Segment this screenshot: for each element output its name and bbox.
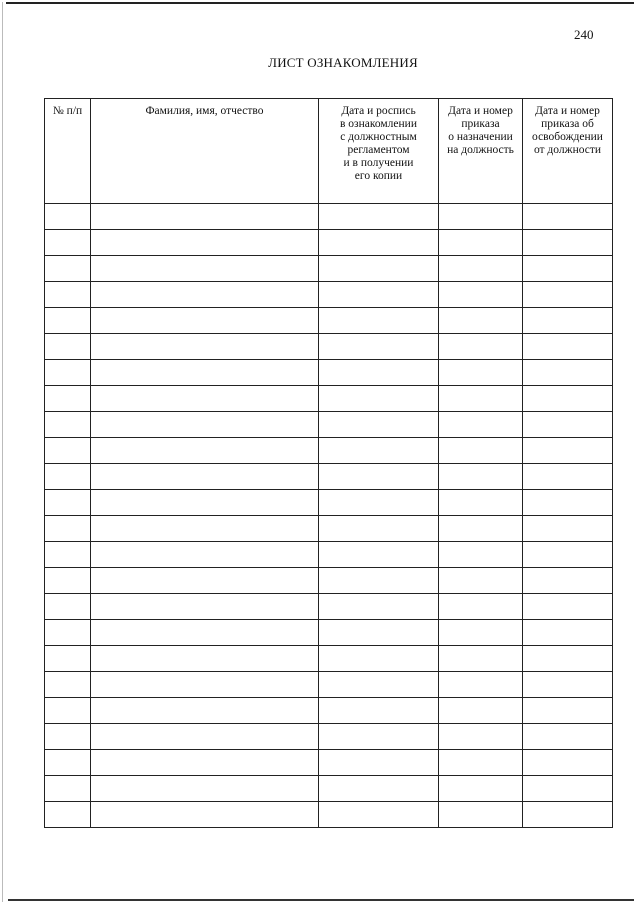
table-cell	[91, 802, 319, 828]
table-cell	[319, 386, 439, 412]
table-cell	[45, 334, 91, 360]
table-cell	[45, 230, 91, 256]
table-row	[45, 412, 613, 438]
table-cell	[439, 776, 523, 802]
table-row	[45, 334, 613, 360]
table-cell	[523, 542, 613, 568]
table-cell	[439, 698, 523, 724]
table-cell	[319, 776, 439, 802]
table-cell	[319, 620, 439, 646]
table-cell	[523, 672, 613, 698]
table-cell	[439, 204, 523, 230]
table-cell	[319, 750, 439, 776]
table-row	[45, 620, 613, 646]
table-cell	[319, 542, 439, 568]
column-header-line: его копии	[354, 170, 403, 182]
table-row	[45, 724, 613, 750]
table-cell	[91, 230, 319, 256]
table-cell	[91, 334, 319, 360]
table-row	[45, 256, 613, 282]
table-row	[45, 386, 613, 412]
table-cell	[523, 204, 613, 230]
table-cell	[91, 412, 319, 438]
table-cell	[319, 360, 439, 386]
column-header-line: с должностным	[340, 131, 417, 143]
table-cell	[91, 516, 319, 542]
table-cell	[439, 230, 523, 256]
table-cell	[319, 334, 439, 360]
table-cell	[91, 750, 319, 776]
page-number: 240	[574, 27, 594, 42]
table-cell	[91, 568, 319, 594]
column-header-line: Дата и роспись	[341, 105, 416, 117]
table-cell	[91, 282, 319, 308]
table-header-row	[45, 99, 613, 204]
column-header-line: № п/п	[52, 105, 83, 117]
table-cell	[45, 490, 91, 516]
table-row	[45, 230, 613, 256]
acknowledgement-table	[44, 98, 613, 828]
table-cell	[523, 308, 613, 334]
table-cell	[439, 750, 523, 776]
table-cell	[45, 412, 91, 438]
table-cell	[439, 672, 523, 698]
table-cell	[319, 464, 439, 490]
table-row	[45, 646, 613, 672]
table-cell	[439, 594, 523, 620]
table-cell	[439, 490, 523, 516]
table-cell	[319, 698, 439, 724]
table-cell	[91, 386, 319, 412]
table-cell	[439, 386, 523, 412]
table-cell	[319, 594, 439, 620]
table-cell	[523, 594, 613, 620]
column-header-line: приказа	[461, 118, 500, 130]
table-row	[45, 672, 613, 698]
left-border-line	[2, 2, 3, 902]
table-cell	[91, 308, 319, 334]
table-cell	[523, 334, 613, 360]
column-header-line: Дата и номер	[448, 105, 513, 117]
table-cell	[45, 282, 91, 308]
table-cell	[45, 542, 91, 568]
table-cell	[439, 542, 523, 568]
table-cell	[523, 360, 613, 386]
table-row	[45, 750, 613, 776]
table-cell	[523, 256, 613, 282]
table-cell	[523, 646, 613, 672]
table-row	[45, 360, 613, 386]
table-cell	[523, 776, 613, 802]
table-row	[45, 698, 613, 724]
table-cell	[91, 724, 319, 750]
table-cell	[91, 438, 319, 464]
table-cell	[45, 620, 91, 646]
table-cell	[45, 776, 91, 802]
table-cell	[91, 360, 319, 386]
column-header-dismissal-order	[523, 99, 613, 204]
table-cell	[523, 282, 613, 308]
table-cell	[439, 802, 523, 828]
column-header-line: от должности	[533, 144, 602, 156]
bottom-border-line	[8, 899, 634, 901]
table-cell	[45, 698, 91, 724]
table-cell	[523, 490, 613, 516]
table-cell	[439, 412, 523, 438]
table-cell	[45, 724, 91, 750]
table-cell	[45, 386, 91, 412]
column-header-line: в ознакомлении	[340, 118, 417, 130]
table-row	[45, 308, 613, 334]
top-border-line	[6, 2, 634, 4]
table-row	[45, 802, 613, 828]
column-header-line: приказа об	[541, 118, 594, 130]
table-cell	[439, 646, 523, 672]
table-row	[45, 568, 613, 594]
table-cell	[45, 438, 91, 464]
table-row	[45, 490, 613, 516]
table-cell	[319, 646, 439, 672]
table-cell	[319, 672, 439, 698]
table-cell	[523, 412, 613, 438]
table-cell	[45, 802, 91, 828]
table-cell	[91, 490, 319, 516]
table-cell	[319, 516, 439, 542]
table-cell	[45, 464, 91, 490]
table-cell	[439, 464, 523, 490]
table-cell	[319, 412, 439, 438]
table-cell	[439, 620, 523, 646]
table-cell	[91, 542, 319, 568]
table-row	[45, 204, 613, 230]
table-cell	[523, 516, 613, 542]
table-cell	[523, 386, 613, 412]
column-header-appointment-order	[439, 99, 523, 204]
table-cell	[523, 620, 613, 646]
table-cell	[91, 256, 319, 282]
column-header-number	[45, 99, 91, 204]
table-cell	[91, 464, 319, 490]
table-cell	[439, 516, 523, 542]
column-header-line: о назначении	[448, 131, 513, 143]
table-row	[45, 776, 613, 802]
table-cell	[523, 438, 613, 464]
document-title: ЛИСТ ОЗНАКОМЛЕНИЯ	[268, 55, 418, 70]
table-cell	[45, 360, 91, 386]
table-cell	[523, 750, 613, 776]
table-cell	[319, 568, 439, 594]
table-cell	[319, 204, 439, 230]
table-cell	[523, 724, 613, 750]
column-header-signature-date	[319, 99, 439, 204]
table-cell	[439, 438, 523, 464]
table-cell	[439, 360, 523, 386]
table-cell	[319, 308, 439, 334]
table-body	[45, 204, 613, 828]
table-cell	[45, 308, 91, 334]
column-header-line: освобождении	[532, 131, 603, 143]
table-cell	[91, 620, 319, 646]
column-header-full-name	[91, 99, 319, 204]
table-cell	[319, 724, 439, 750]
column-header-line: Фамилия, имя, отчество	[145, 105, 264, 117]
column-header-line: Дата и номер	[535, 105, 600, 117]
table-cell	[45, 568, 91, 594]
table-cell	[523, 464, 613, 490]
table-row	[45, 464, 613, 490]
table-cell	[523, 568, 613, 594]
table-cell	[45, 646, 91, 672]
table-cell	[45, 204, 91, 230]
table-cell	[319, 230, 439, 256]
table-row	[45, 542, 613, 568]
table-cell	[523, 698, 613, 724]
table-cell	[91, 672, 319, 698]
table-cell	[439, 256, 523, 282]
table-cell	[45, 672, 91, 698]
table-cell	[91, 646, 319, 672]
table-row	[45, 516, 613, 542]
table-cell	[319, 282, 439, 308]
table-cell	[439, 568, 523, 594]
table-cell	[319, 802, 439, 828]
column-header-line: на должность	[447, 144, 514, 156]
table-cell	[45, 516, 91, 542]
table-cell	[91, 594, 319, 620]
table-cell	[91, 204, 319, 230]
table-cell	[91, 776, 319, 802]
table-cell	[439, 308, 523, 334]
table-row	[45, 438, 613, 464]
table-cell	[319, 256, 439, 282]
table-cell	[319, 490, 439, 516]
table-cell	[439, 724, 523, 750]
table-row	[45, 594, 613, 620]
table-cell	[45, 750, 91, 776]
column-header-line: и в получении	[343, 157, 414, 169]
table-cell	[439, 282, 523, 308]
table-cell	[319, 438, 439, 464]
table-cell	[439, 334, 523, 360]
table-cell	[45, 594, 91, 620]
table-cell	[45, 256, 91, 282]
table-cell	[91, 698, 319, 724]
table-cell	[523, 230, 613, 256]
column-header-line: регламентом	[347, 144, 410, 156]
table-row	[45, 282, 613, 308]
table-cell	[523, 802, 613, 828]
